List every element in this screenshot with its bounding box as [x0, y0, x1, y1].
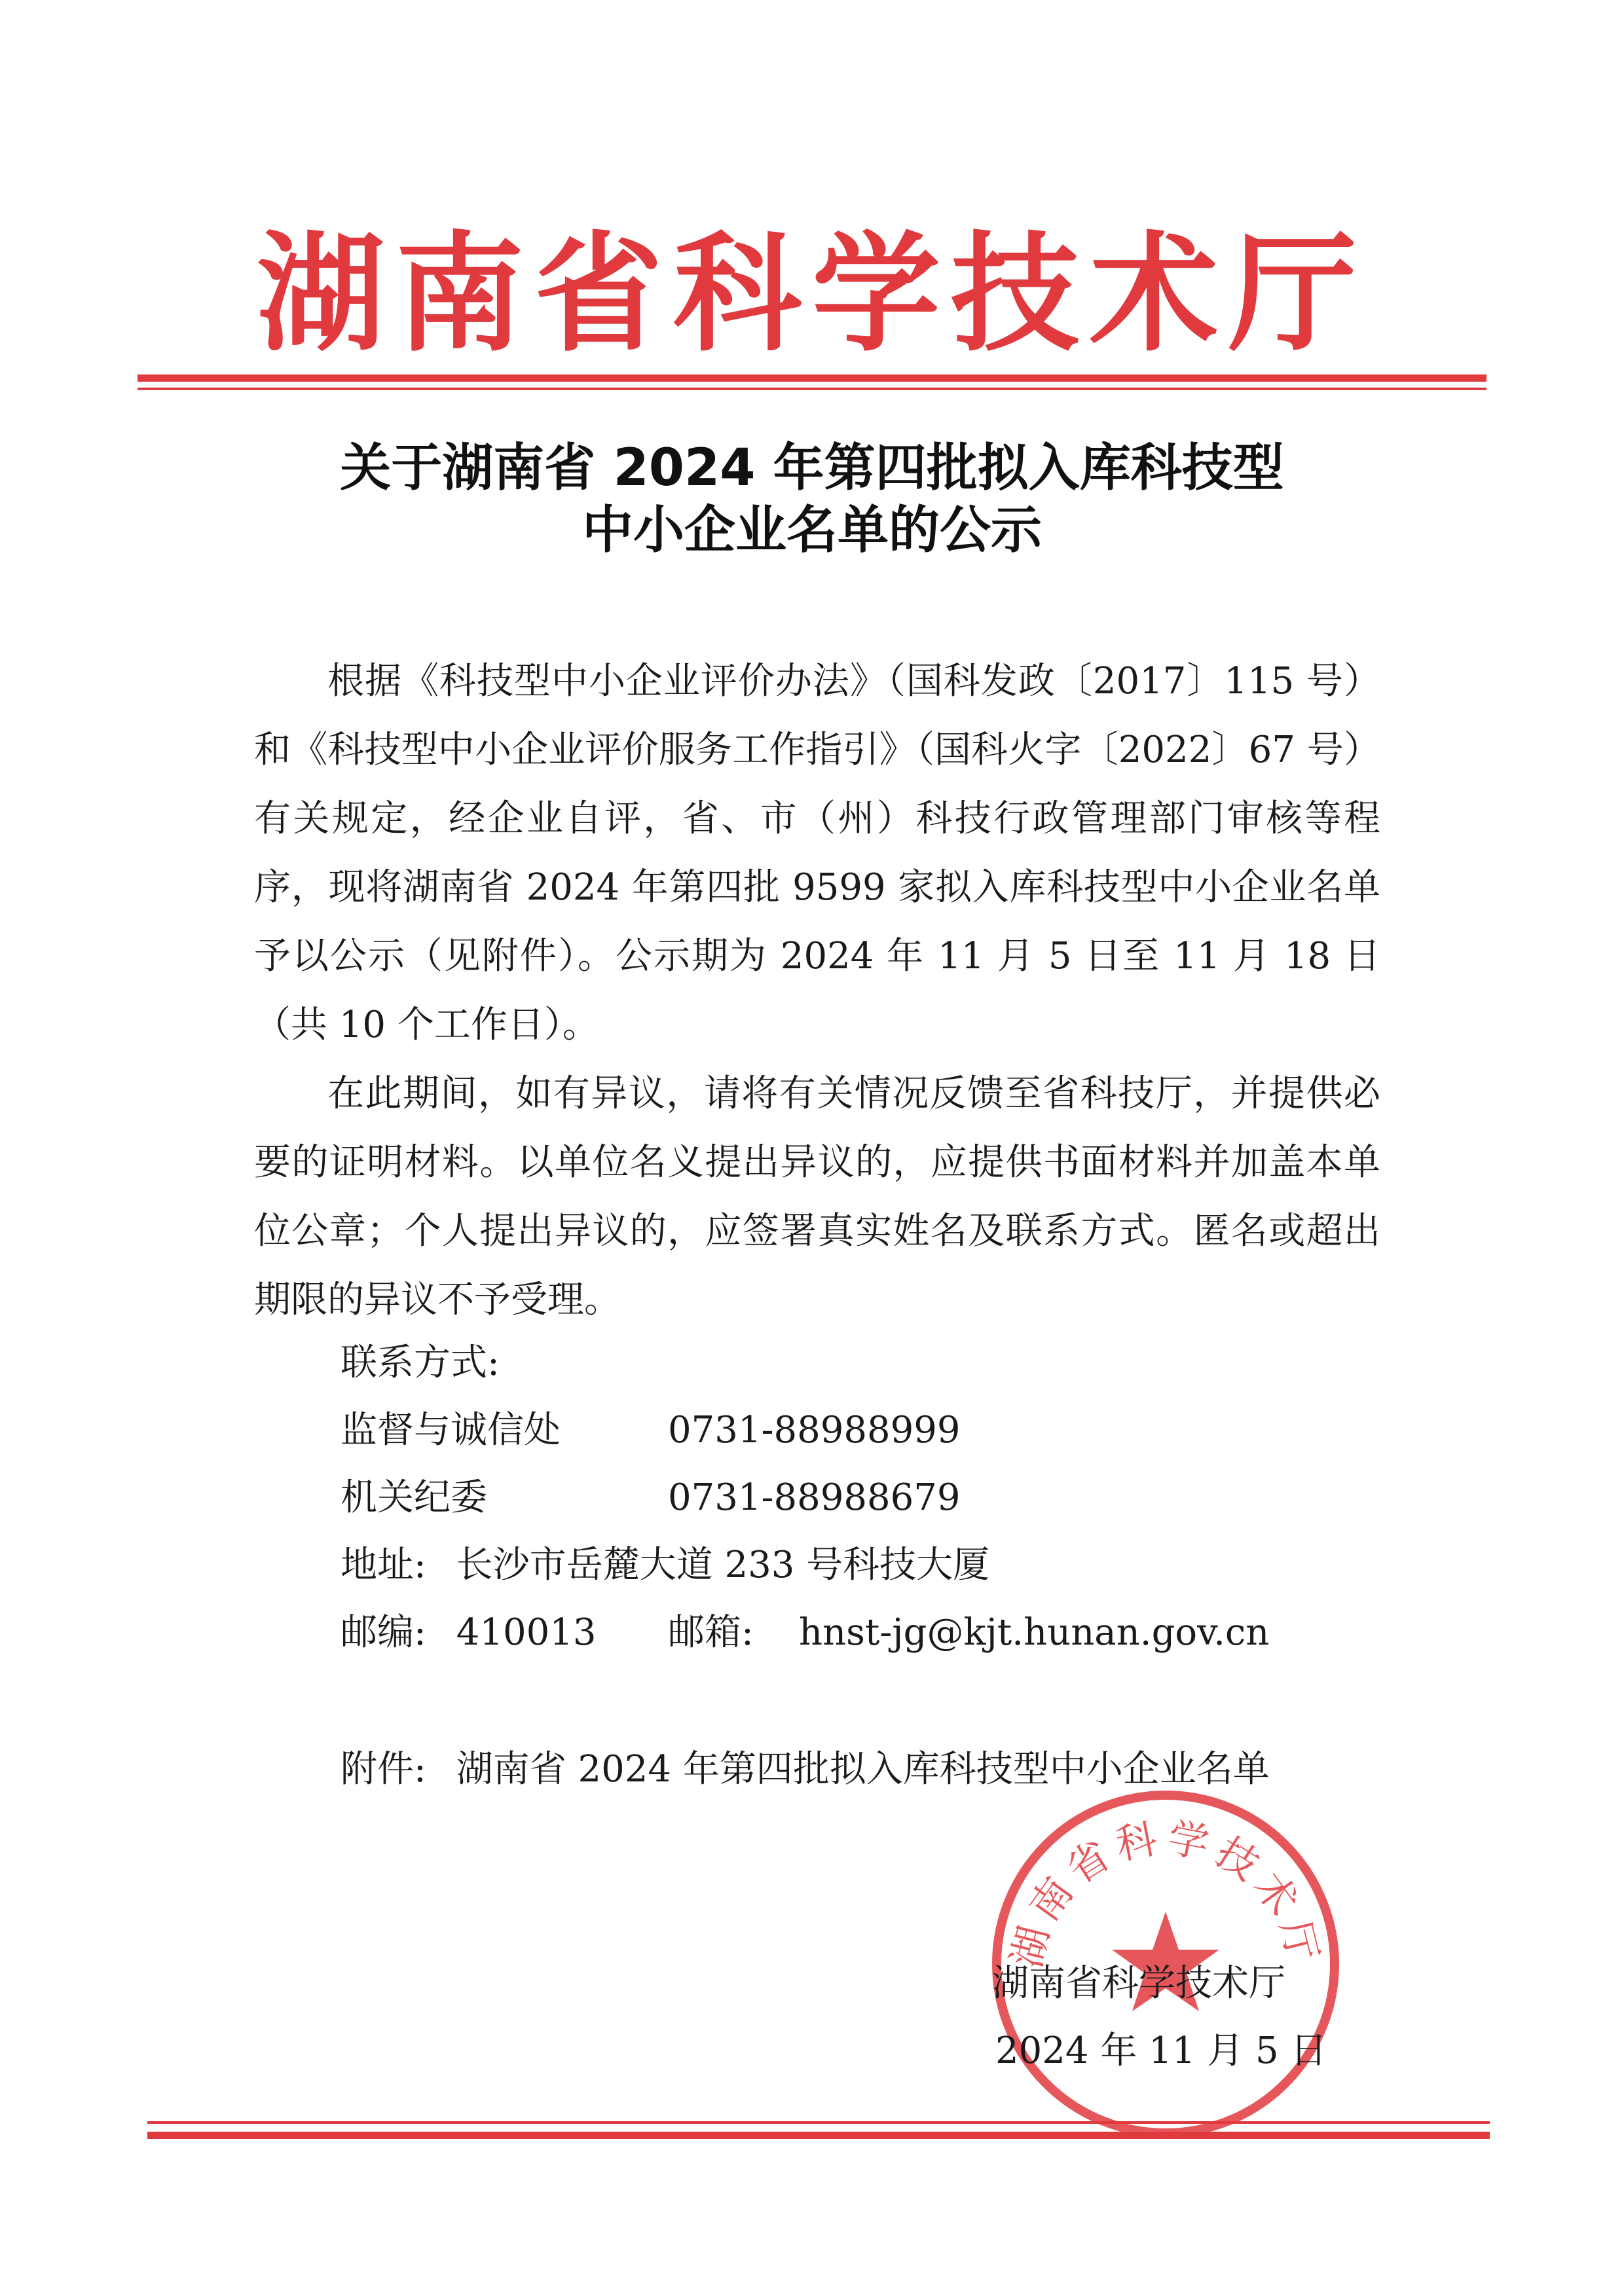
- contact-dept-discipline: 机关纪委: [341, 1476, 487, 1519]
- signature-org: 湖南省科学技术厅: [992, 1962, 1285, 2005]
- contact-phone-supervision: 0731-88988999: [668, 1409, 961, 1451]
- seal-text: 湖南省科学技术厅: [1002, 1813, 1329, 1973]
- contact-dept-supervision: 监督与诚信处: [341, 1409, 561, 1451]
- document-title-line1: 关于湖南省 2024 年第四批拟入库科技型: [340, 439, 1284, 498]
- contact-row-postal: [341, 1600, 1270, 1666]
- address-value: 长沙市岳麓大道 233 号科技大厦: [456, 1544, 990, 1586]
- footer-rule-thin: [147, 2121, 1490, 2124]
- contact-row-address: [341, 1533, 989, 1598]
- email-label: 邮箱:: [668, 1611, 754, 1654]
- email-value: hnst-jg@kjt.hunan.gov.cn: [799, 1611, 1270, 1654]
- footer-rule-thick: [147, 2132, 1490, 2139]
- letterhead-title: 湖南省科学技术厅: [256, 220, 1367, 369]
- body-paragraph-2: 在此期间，如有异议，请将有关情况反馈至省科技厅，并提供必要的证明材料。以单位名义提出异议的，应提供书面材料并加盖本单位公章；个人提出异议的，应签署真实姓名及联系方式。匿名或超出期限的异议不予受理。: [254, 1072, 1380, 1321]
- contact-row-supervision: [341, 1398, 961, 1463]
- contact-heading: 联系方式:: [341, 1341, 500, 1384]
- signature-date: 2024 年 11 月 5 日: [995, 2030, 1327, 2072]
- letterhead-rule-thick: [138, 374, 1486, 382]
- attachment-text: 湖南省 2024 年第四批拟入库科技型中小企业名单: [456, 1748, 1270, 1791]
- body-paragraph-1: 根据《科技型中小企业评价办法》（国科发政〔2017〕115 号）和《科技型中小企业评价服务工作指引》（国科火字〔2022〕67 号）有关规定，经企业自评，省、市（州）科技行政管理部门审核等程序，现将湖南省 2024 年第四批 9599 家拟入库科技型中小企业名单予以公示（见附件）。公示期为 2024 年 11 月 5 日至 11 月 18 日（共 10 个工作日）。: [254, 660, 1380, 1046]
- postcode-value: 410013: [456, 1611, 597, 1654]
- attachment-label: 附件:: [341, 1748, 426, 1791]
- postcode-label: 邮编:: [341, 1611, 426, 1654]
- document-title-line2: 中小企业名单的公示: [581, 501, 1042, 560]
- address-label: 地址:: [341, 1544, 426, 1586]
- contact-phone-discipline: 0731-88988679: [668, 1476, 961, 1519]
- letterhead-rule-thin: [138, 388, 1486, 390]
- contact-row-discipline: [341, 1465, 961, 1531]
